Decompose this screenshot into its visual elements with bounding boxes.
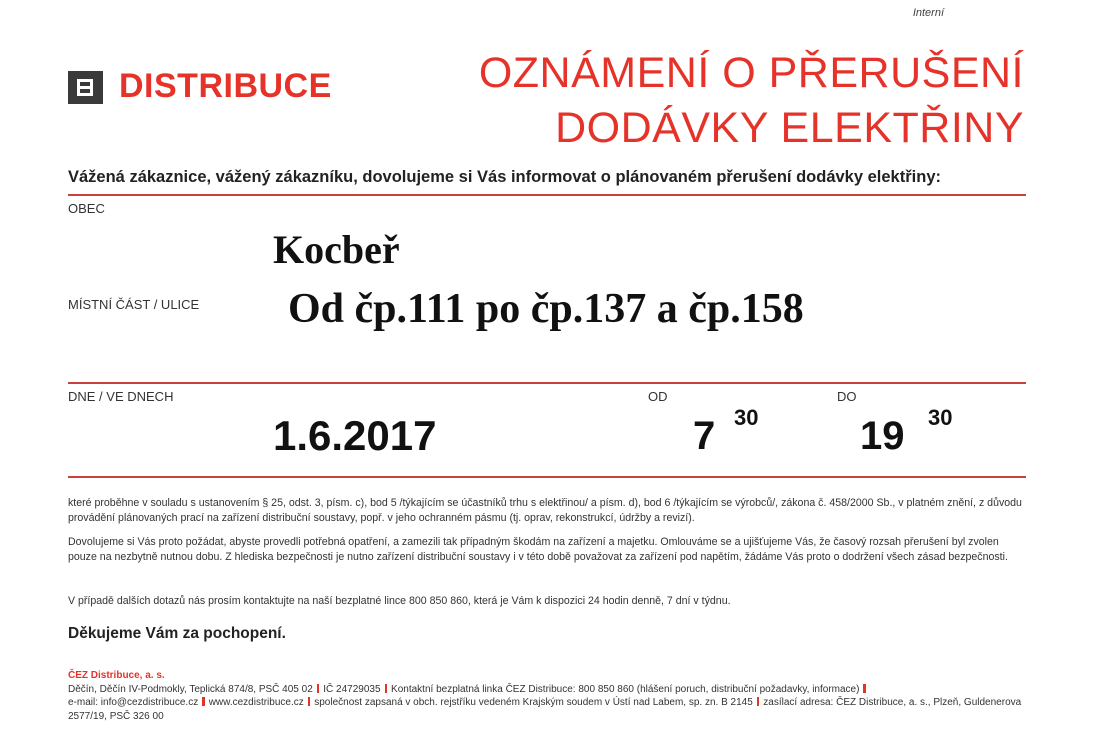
brand-name: DISTRIBUCE xyxy=(119,67,332,105)
request-paragraph: Dovolujeme si Vás proto požádat, abyste provedli potřebná opatření, a zamezili tak případným škodám na zařízení a majetku. Omlouváme se a ujišťujeme Vás, že časový rozsah přerušení byl zvolen pouze na nezbytně nutnou dobu. Z hlediska bezpečnosti je nutno zařízení distribuční soustavy i v této době považovat za zařízení pod napětím, žádáme Vás proto o dodržení všech zásad bezpečnosti. xyxy=(68,536,1008,563)
notice-title-line1: OZNÁMENÍ O PŘERUŠENÍ xyxy=(478,49,1024,97)
to-minutes: 30 xyxy=(928,405,953,430)
divider xyxy=(68,476,1026,478)
separator-icon xyxy=(863,684,866,693)
obec-value: Kocbeř xyxy=(273,227,400,272)
footer xyxy=(68,669,1028,723)
classification-label: Interní xyxy=(912,7,944,19)
separator-icon xyxy=(308,697,311,706)
separator-icon xyxy=(757,697,760,706)
to-label: DO xyxy=(837,389,857,404)
divider xyxy=(68,194,1026,196)
date-value: 1.6.2017 xyxy=(273,412,437,459)
footer-company: ČEZ Distribuce, a. s. xyxy=(68,670,165,681)
notice-title-line2: DODÁVKY ELEKTŘINY xyxy=(555,104,1024,152)
greeting: Vážená zákaznice, vážený zákazníku, dovolujeme si Vás informovat o plánovaném přerušení dodávky elektřiny: xyxy=(68,168,941,186)
contact-paragraph: V případě dalších dotazů nás prosím kontaktujte na naší bezplatné lince 800 850 860, která je Vám k dispozici 24 hodin denně, 7 dní v týdnu. xyxy=(68,595,731,607)
from-minutes: 30 xyxy=(734,405,759,430)
date-label: DNE / VE DNECH xyxy=(68,389,174,404)
ulice-value: Od čp.111 po čp.137 a čp.158 xyxy=(288,286,804,332)
separator-icon xyxy=(317,684,320,693)
footer-web[interactable]: www.cezdistribuce.cz xyxy=(208,697,304,708)
obec-label: OBEC xyxy=(68,201,105,216)
ulice-label: MÍSTNÍ ČÁST / ULICE xyxy=(68,297,200,312)
from-hour: 7 xyxy=(693,414,716,458)
footer-address: Děčín, Děčín IV-Podmokly, Teplická 874/8, PSČ 405 02 xyxy=(68,683,313,695)
to-hour: 19 xyxy=(860,414,905,458)
footer-hotline: Kontaktní bezplatná linka ČEZ Distribuce: 800 850 860 (hlášení poruch, distribuční požadavky, informace) xyxy=(391,683,860,695)
footer-ico: IČ 24729035 xyxy=(323,683,381,695)
footer-mailing: zasílací adresa: ČEZ Distribuce, a. s., Plzeň, Guldenerova 2577/19, PSČ 326 00 xyxy=(68,697,1022,722)
legal-paragraph: které proběhne v souladu s ustanovením § 25, odst. 3, písm. c), bod 5 /týkajícím se účastníků trhu s elektřinou/ a písm. d), bod 6 /týkajícím se výrobců/, zákona č. 458/2000 Sb., v platném znění, z důvodu provádění plánovaných prací na zařízení distribuční soustavy, popř. v jeho ochranném pásmu (tj. oprav, rekonstrukcí, údržby a revizí). xyxy=(68,497,1022,524)
separator-icon xyxy=(385,684,388,693)
divider xyxy=(68,382,1026,384)
from-label: OD xyxy=(648,389,668,404)
footer-register: společnost zapsaná v obch. rejstříku vedeném Krajským soudem v Ústí nad Labem, sp. zn. B 2145 xyxy=(314,697,753,708)
cez-logo-icon xyxy=(68,71,103,104)
footer-email[interactable]: e-mail: info@cezdistribuce.cz xyxy=(68,697,199,708)
thanks-text: Děkujeme Vám za pochopení. xyxy=(68,625,286,642)
separator-icon xyxy=(202,697,205,706)
